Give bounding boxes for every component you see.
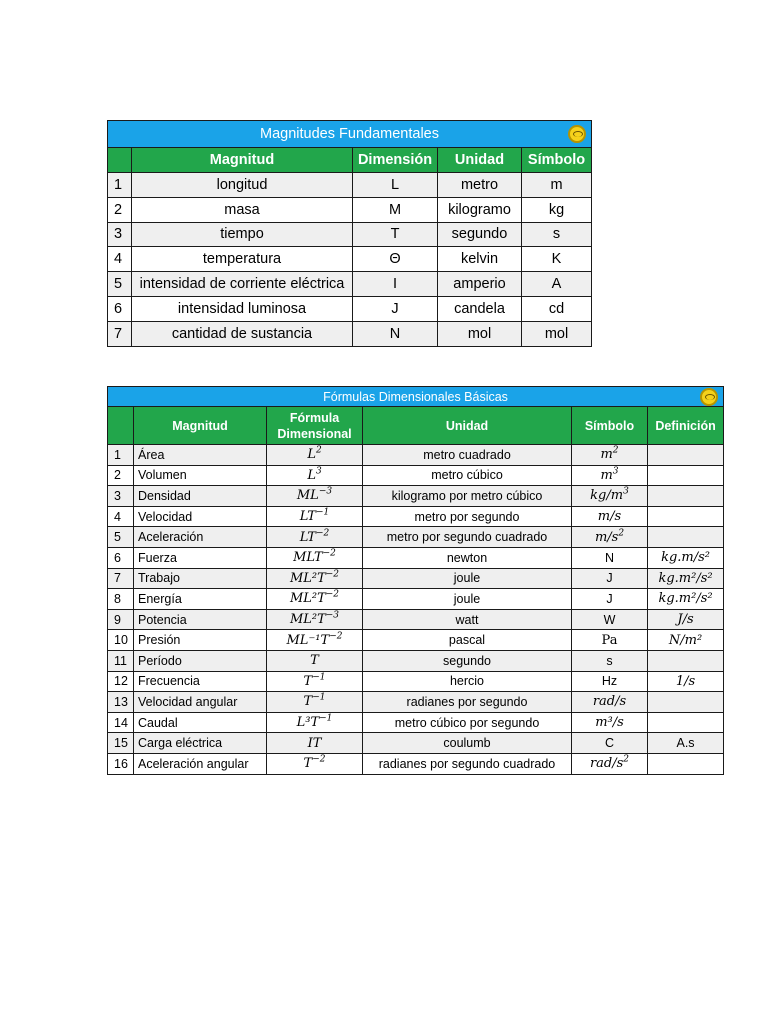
formula-cell-base: ML (296, 488, 319, 504)
formula-cell (267, 630, 363, 651)
magnitud-cell: Presión (134, 630, 267, 651)
definicion-cell (648, 486, 724, 507)
magnitud-cell: Velocidad (134, 506, 267, 527)
simbolo-cell-base: m (600, 447, 613, 463)
magnitud-cell: Trabajo (134, 568, 267, 589)
simbolo-cell (572, 589, 648, 610)
formula-cell-exponent: −1 (315, 507, 330, 518)
simbolo-cell: mol (522, 321, 592, 346)
table2-row (108, 506, 724, 527)
formula-cell-base: IT (307, 735, 322, 751)
row-number: 3 (108, 222, 132, 247)
unidad-cell: candela (438, 296, 522, 321)
formula-cell-exponent: −2 (325, 569, 340, 580)
formula-cell (267, 527, 363, 548)
simbolo-cell (572, 671, 648, 692)
simbolo-cell-base: Hz (601, 674, 618, 689)
definicion-cell: N/m² (648, 630, 724, 651)
simbolo-cell (572, 547, 648, 568)
row-number: 1 (108, 173, 132, 198)
formula-cell-exponent: −2 (315, 528, 330, 539)
definicion-cell (648, 465, 724, 486)
row-number: 5 (108, 527, 134, 548)
simbolo-cell-base: rad/s (592, 694, 627, 710)
table1-header-num (108, 148, 132, 173)
formula-cell-base: L³T (296, 715, 320, 731)
definicion-cell: A.s (648, 733, 724, 754)
formula-cell (267, 465, 363, 486)
simbolo-cell-base: C (604, 736, 615, 751)
formula-cell-exponent: −2 (322, 548, 336, 559)
simbolo-cell (572, 445, 648, 466)
formula-cell-exponent: 3 (315, 466, 322, 477)
table2-header-num (108, 407, 134, 445)
row-number: 6 (108, 296, 132, 321)
simbolo-cell: m (522, 173, 592, 198)
table2-row (108, 547, 724, 568)
table1-header-unidad: Unidad (438, 148, 522, 173)
table2-row (108, 589, 724, 610)
formula-cell-base: ML⁻¹T (286, 632, 330, 648)
table2-header-formula (267, 407, 363, 445)
table2-header-row (108, 407, 724, 445)
magnitud-cell: Frecuencia (134, 671, 267, 692)
unidad-cell: radianes por segundo cuadrado (363, 753, 572, 774)
magnitud-cell: Densidad (134, 486, 267, 507)
magnitud-cell: intensidad de corriente eléctrica (132, 272, 353, 297)
table2-row (108, 630, 724, 651)
unidad-cell: segundo (438, 222, 522, 247)
unidad-cell: amperio (438, 272, 522, 297)
formula-cell (267, 671, 363, 692)
dimension-cell: L (353, 173, 438, 198)
table1-title: Magnitudes Fundamentales (260, 126, 439, 142)
smiley-logo-icon (700, 388, 718, 406)
simbolo-cell: kg (522, 197, 592, 222)
magnitud-cell: Fuerza (134, 547, 267, 568)
simbolo-cell: cd (522, 296, 592, 321)
table2-title: Fórmulas Dimensionales Básicas (323, 389, 508, 404)
simbolo-cell (572, 486, 648, 507)
definicion-cell: kg.m/s² (648, 547, 724, 568)
simbolo-cell (572, 712, 648, 733)
table2-row (108, 486, 724, 507)
formula-cell-exponent: −2 (312, 754, 326, 765)
table2-row (108, 609, 724, 630)
simbolo-cell-base: J (606, 571, 613, 586)
unidad-cell: coulumb (363, 733, 572, 754)
simbolo-cell-base: Pa (601, 632, 618, 648)
unidad-cell: watt (363, 609, 572, 630)
unidad-cell: mol (438, 321, 522, 346)
row-number: 5 (108, 272, 132, 297)
table1-row (108, 321, 592, 346)
table2-row (108, 650, 724, 671)
row-number: 9 (108, 609, 134, 630)
row-number: 14 (108, 712, 134, 733)
magnitud-cell: masa (132, 197, 353, 222)
definicion-cell (648, 753, 724, 774)
unidad-cell: metro cúbico (363, 465, 572, 486)
formula-cell (267, 445, 363, 466)
simbolo-cell (572, 609, 648, 630)
table1-header-magnitud: Magnitud (132, 148, 353, 173)
definicion-cell (648, 445, 724, 466)
magnitud-cell: temperatura (132, 247, 353, 272)
table2-header-formula-line1: Fórmula (289, 410, 340, 425)
simbolo-cell-base: rad/s (589, 756, 624, 772)
formula-cell-exponent: −3 (318, 487, 333, 498)
unidad-cell: metro por segundo cuadrado (363, 527, 572, 548)
simbolo-cell (572, 527, 648, 548)
row-number: 1 (108, 445, 134, 466)
row-number: 7 (108, 321, 132, 346)
simbolo-cell-base: m³/s (595, 715, 624, 731)
simbolo-cell-exponent: 3 (612, 466, 619, 477)
formula-cell (267, 506, 363, 527)
table1-row (108, 222, 592, 247)
row-number: 13 (108, 692, 134, 713)
formula-cell-exponent: −1 (319, 713, 333, 724)
simbolo-cell (572, 506, 648, 527)
row-number: 11 (108, 650, 134, 671)
formula-cell-exponent: −2 (329, 631, 343, 642)
row-number: 10 (108, 630, 134, 651)
simbolo-cell (572, 753, 648, 774)
formula-cell-base: ML²T (289, 612, 326, 628)
row-number: 8 (108, 589, 134, 610)
magnitud-cell: Volumen (134, 465, 267, 486)
fundamental-magnitudes-table (107, 120, 592, 347)
table2-header-definicion: Definición (648, 407, 724, 445)
row-number: 2 (108, 197, 132, 222)
unidad-cell: metro cuadrado (363, 445, 572, 466)
definicion-cell: J/s (648, 609, 724, 630)
definicion-cell (648, 692, 724, 713)
table2-header-simbolo: Símbolo (572, 407, 648, 445)
formula-cell-exponent: −1 (312, 672, 326, 683)
dimension-cell: T (353, 222, 438, 247)
table2-row (108, 568, 724, 589)
table2-row (108, 753, 724, 774)
formula-cell (267, 589, 363, 610)
simbolo-cell: K (522, 247, 592, 272)
simbolo-cell-exponent: 3 (623, 487, 629, 498)
row-number: 4 (108, 247, 132, 272)
simbolo-cell-base: J (606, 591, 613, 606)
simbolo-cell (572, 630, 648, 651)
simbolo-cell: A (522, 272, 592, 297)
table1-title-bar (108, 121, 592, 148)
magnitud-cell: intensidad luminosa (132, 296, 353, 321)
unidad-cell: metro (438, 173, 522, 198)
unidad-cell: hercio (363, 671, 572, 692)
formula-cell (267, 733, 363, 754)
simbolo-cell-base: m (600, 467, 613, 483)
row-number: 16 (108, 753, 134, 774)
simbolo-cell-exponent: 2 (612, 445, 619, 456)
table1-row (108, 247, 592, 272)
unidad-cell: joule (363, 568, 572, 589)
formula-cell-exponent: 2 (315, 445, 322, 456)
formula-cell (267, 547, 363, 568)
formula-cell-base: MLT (293, 550, 323, 566)
table2-row (108, 465, 724, 486)
table2-header-unidad: Unidad (363, 407, 572, 445)
magnitud-cell: Aceleración (134, 527, 267, 548)
unidad-cell: kilogramo (438, 197, 522, 222)
formula-cell (267, 650, 363, 671)
table2-row (108, 692, 724, 713)
simbolo-cell-exponent: 2 (623, 754, 630, 765)
simbolo-cell-base: kg/m (590, 488, 624, 504)
formula-cell-base: T (303, 694, 313, 710)
formula-cell-base: L (307, 447, 316, 463)
table1-header-simbolo: Símbolo (522, 148, 592, 173)
dimensional-formulas-table (107, 386, 724, 775)
formula-cell-base: T (310, 653, 319, 669)
row-number: 6 (108, 547, 134, 568)
dimension-cell: J (353, 296, 438, 321)
simbolo-cell-base: N (604, 550, 615, 565)
table1-row (108, 296, 592, 321)
magnitud-cell: Velocidad angular (134, 692, 267, 713)
dimension-cell: I (353, 272, 438, 297)
row-number: 2 (108, 465, 134, 486)
table2-row (108, 527, 724, 548)
formula-cell-base: T (303, 756, 313, 772)
table1-header-row (108, 148, 592, 173)
definicion-cell (648, 506, 724, 527)
unidad-cell: kelvin (438, 247, 522, 272)
simbolo-cell (572, 465, 648, 486)
magnitud-cell: Período (134, 650, 267, 671)
simbolo-cell-base: W (603, 612, 616, 627)
magnitud-cell: tiempo (132, 222, 353, 247)
simbolo-cell-base: s (606, 653, 613, 668)
unidad-cell: joule (363, 589, 572, 610)
magnitud-cell: Área (134, 445, 267, 466)
formula-cell-base: ML²T (289, 570, 326, 586)
row-number: 12 (108, 671, 134, 692)
table1-header-dimension: Dimensión (353, 148, 438, 173)
unidad-cell: kilogramo por metro cúbico (363, 486, 572, 507)
unidad-cell: segundo (363, 650, 572, 671)
table2-title-bar (108, 387, 724, 407)
formula-cell-base: ML²T (289, 591, 326, 607)
formula-cell-base: L (307, 467, 316, 483)
unidad-cell: metro por segundo (363, 506, 572, 527)
formula-cell (267, 753, 363, 774)
definicion-cell: kg.m²/s² (648, 568, 724, 589)
simbolo-cell-exponent: 2 (618, 528, 625, 539)
formula-cell (267, 568, 363, 589)
formula-cell-base: T (303, 673, 313, 689)
simbolo-cell (572, 733, 648, 754)
table2-header-formula-line2: Dimensional (277, 426, 352, 441)
table2-row (108, 671, 724, 692)
dimension-cell: N (353, 321, 438, 346)
magnitud-cell: longitud (132, 173, 353, 198)
table2-row (108, 733, 724, 754)
simbolo-cell-base: m/s (597, 509, 622, 525)
row-number: 4 (108, 506, 134, 527)
definicion-cell (648, 650, 724, 671)
table1-row (108, 173, 592, 198)
unidad-cell: metro cúbico por segundo (363, 712, 572, 733)
table2-row (108, 712, 724, 733)
formula-cell (267, 692, 363, 713)
formula-cell (267, 609, 363, 630)
simbolo-cell (572, 568, 648, 589)
magnitud-cell: Potencia (134, 609, 267, 630)
simbolo-cell: s (522, 222, 592, 247)
simbolo-cell (572, 650, 648, 671)
row-number: 15 (108, 733, 134, 754)
magnitud-cell: Carga eléctrica (134, 733, 267, 754)
magnitud-cell: Aceleración angular (134, 753, 267, 774)
magnitud-cell: Energía (134, 589, 267, 610)
definicion-cell: 1/s (648, 671, 724, 692)
definicion-cell (648, 712, 724, 733)
formula-cell (267, 486, 363, 507)
formula-cell-exponent: −3 (325, 610, 340, 621)
formula-cell (267, 712, 363, 733)
table2-row (108, 445, 724, 466)
unidad-cell: radianes por segundo (363, 692, 572, 713)
formula-cell-exponent: −2 (325, 590, 340, 601)
formula-cell-base: LT (299, 529, 316, 545)
definicion-cell: kg.m²/s² (648, 589, 724, 610)
row-number: 3 (108, 486, 134, 507)
table1-row (108, 197, 592, 222)
dimension-cell: Θ (353, 247, 438, 272)
definicion-cell (648, 527, 724, 548)
table1-row (108, 272, 592, 297)
magnitud-cell: Caudal (134, 712, 267, 733)
magnitud-cell: cantidad de sustancia (132, 321, 353, 346)
unidad-cell: newton (363, 547, 572, 568)
table2-header-magnitud: Magnitud (134, 407, 267, 445)
smiley-logo-icon (568, 125, 586, 143)
formula-cell-base: LT (299, 509, 316, 525)
unidad-cell: pascal (363, 630, 572, 651)
row-number: 7 (108, 568, 134, 589)
simbolo-cell (572, 692, 648, 713)
formula-cell-exponent: −1 (312, 693, 326, 704)
simbolo-cell-base: m/s (594, 529, 619, 545)
dimension-cell: M (353, 197, 438, 222)
